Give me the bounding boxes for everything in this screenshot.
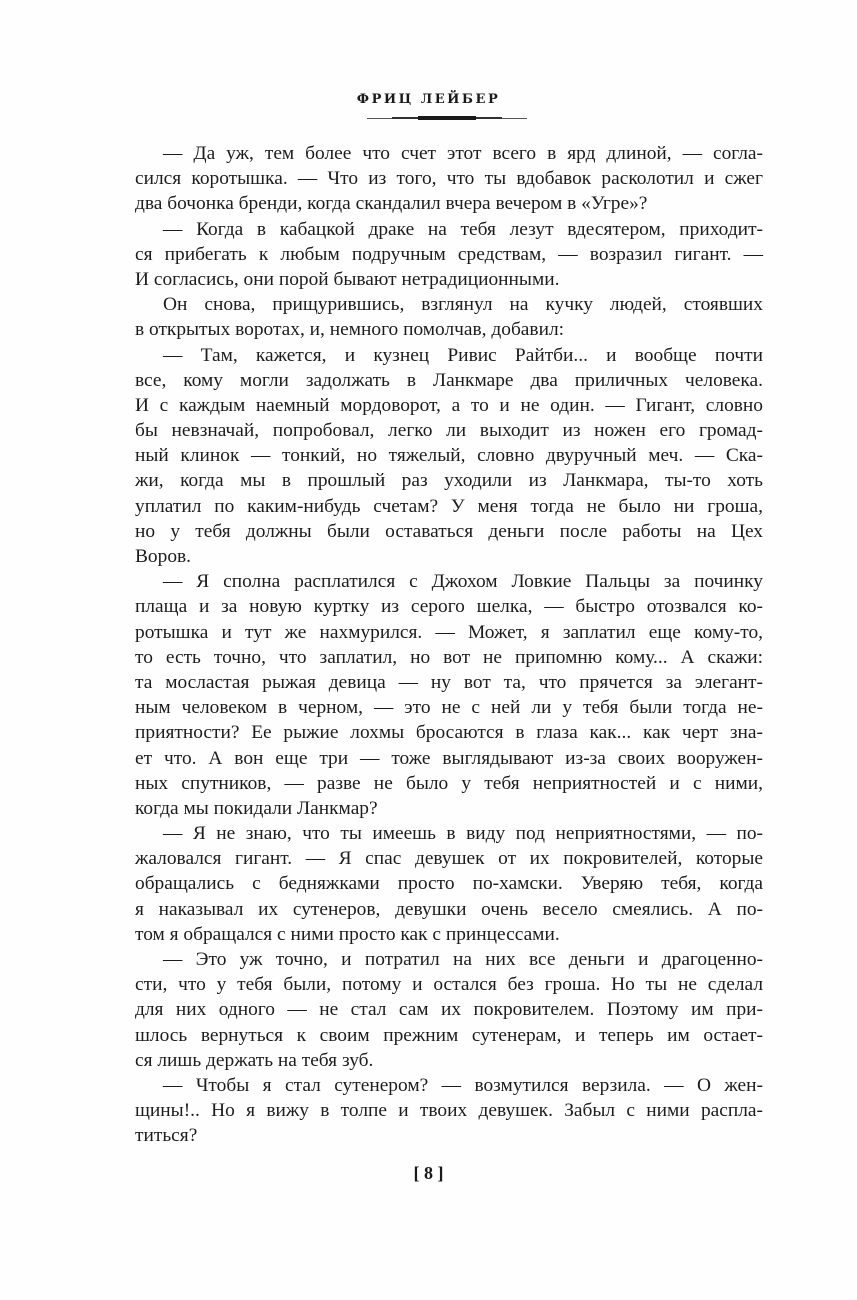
page-number: [ 8 ]: [413, 1163, 444, 1183]
text-line: ным человеком в черном, — это не с ней ли у тебя были тогда не-: [135, 697, 763, 719]
text-line: плаща и за новую куртку из серого шелка, — быстро отозвался ко-: [135, 596, 763, 618]
text-line: сти, что у тебя были, потому и остался без гроша. Но ты не сделал: [135, 974, 763, 996]
body-text: [135, 141, 763, 1149]
text-line: И согласись, они порой бывают нетрадиционными.: [135, 268, 560, 290]
text-line: бы невзначай, попробовал, легко ли выходит из ножен его громад-: [135, 420, 763, 442]
text-line: — Я не знаю, что ты имеешь в виду под неприятностями, — по-: [163, 823, 763, 845]
text-line: приятности? Ее рыжие лохмы бросаются в глаза как... как черт зна-: [135, 722, 763, 744]
text-line: — Да уж, тем более что счет этот всего в ярд длиной, — согла-: [163, 143, 763, 164]
text-line: то есть точно, что заплатил, но вот не припомню кому... А скажи:: [135, 646, 763, 668]
text-line: два бочонка бренди, когда скандалил вчера вечером в «Угре»?: [135, 193, 648, 215]
text-line: ся прибегать к любым подручным средствам, — возразил гигант. —: [135, 243, 763, 265]
text-line: но у тебя должны были оставаться деньги после работы на Цех: [135, 520, 763, 542]
text-line: все, кому могли задолжать в Ланкмаре два приличных человека.: [135, 369, 763, 391]
text-line: Он снова, прищурившись, взглянул на кучку людей, стоявших: [163, 294, 763, 316]
text-line: — Когда в кабацкой драке на тебя лезут вдесятером, приходит-: [163, 218, 763, 240]
text-line: сился коротышка. — Что из того, что ты вдобавок расколотил и сжег: [135, 168, 763, 190]
text-line: ротышка и тут же нахмурился. — Может, я заплатил еще кому-то,: [135, 621, 763, 643]
text-line: ных спутников, — разве не было у тебя неприятностей и с ними,: [135, 772, 763, 794]
text-line: титься?: [135, 1125, 198, 1147]
running-header: ФРИЦ ЛЕЙБЕР: [356, 92, 501, 107]
text-line: шлось вернуться к своим прежним сутенерам, и теперь им остает-: [135, 1024, 763, 1046]
text-line: щины!.. Но я вижу в толпе и твоих девушек. Забыл с ними распла-: [135, 1100, 763, 1122]
text-line: И с каждым наемный мордоворот, а то и не один. — Гигант, словно: [135, 394, 763, 416]
text-line: — Чтобы я стал сутенером? — возмутился верзила. — О жен-: [163, 1074, 763, 1096]
text-line: — Это уж точно, и потратил на них все деньги и драгоценно-: [163, 949, 763, 970]
text-line: том я обращался с ними просто как с принцессами.: [135, 923, 560, 945]
text-line: обращались с бедняжками просто по-хамски. Уверяю тебя, когда: [135, 873, 763, 895]
text-line: ся лишь держать на тебя зуб.: [135, 1049, 374, 1071]
text-line: — Там, кажется, и кузнец Ривис Райтби... и вообще почти: [163, 344, 763, 366]
text-line: для них одного — не стал сам их покровителем. Поэтому им при-: [135, 999, 763, 1021]
text-line: в открытых воротах, и, немного помолчав, добавил:: [135, 319, 565, 341]
text-line: я наказывал их сутенеров, девушки очень весело смеялись. А по-: [135, 898, 763, 920]
text-line: ет что. А вон еще три — тоже выглядывают из-за своих вооружен-: [135, 747, 763, 769]
text-line: ный клинок — тонкий, но тяжелый, словно двуручный меч. — Ска-: [135, 445, 763, 467]
text-line: когда мы покидали Ланкмар?: [135, 797, 378, 819]
text-line: — Я сполна расплатился с Джохом Ловкие Пальцы за починку: [163, 571, 763, 593]
text-line: жи, когда мы в прошлый раз уходили из Ланкмара, ты-то хоть: [135, 470, 763, 492]
text-line: жаловался гигант. — Я спас девушек от их покровителей, которые: [135, 848, 763, 870]
text-line: Воров.: [135, 546, 192, 567]
text-line: та мосластая рыжая девица — ну вот та, что прячется за элегант-: [135, 671, 763, 693]
text-line: уплатил по каким-нибудь счетам? У меня тогда не было ни гроша,: [135, 495, 763, 517]
header-rule-center: [418, 116, 476, 120]
